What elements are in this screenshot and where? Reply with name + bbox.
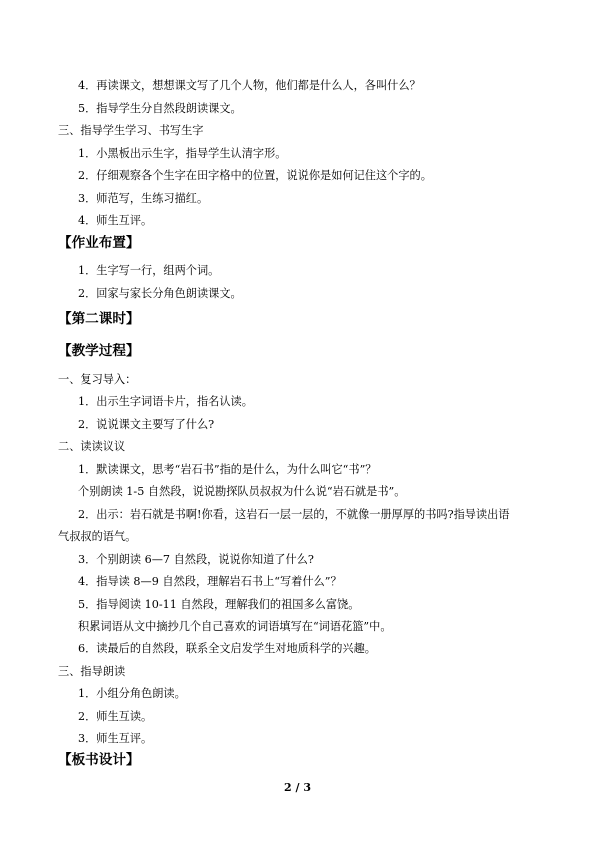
text-line: 1．默读课文，思考“岩石书”指的是什么，为什么叫它“书”？ (78, 463, 377, 476)
heading-teaching-process: 【教学过程】 (58, 343, 140, 359)
text-line: 2．出示：岩石就是书啊!你看，这岩石一层一层的，不就像一册厚厚的书吗?指导读出语 (78, 508, 510, 521)
section-heading: 一、复习导入： (58, 373, 137, 386)
text-line: 4．再读课文，想想课文写了几个人物，他们都是什么人，各叫什么？ (78, 79, 421, 92)
text-line: 6．读最后的自然段，联系全文启发学生对地质科学的兴趣。 (78, 642, 376, 655)
text-line: 1．生字写一行，组两个词。 (78, 264, 220, 277)
text-line: 2．说说课文主要写了什么? (78, 418, 215, 431)
text-line: 3．师范写，生练习描红。 (78, 192, 209, 205)
text-line: 1．出示生字词语卡片，指名认读。 (78, 395, 253, 408)
text-line: 5．指导阅读 10-11 自然段，理解我们的祖国多么富饶。 (78, 598, 360, 611)
text-line: 2．师生互读。 (78, 710, 153, 723)
section-heading: 三、指导朗读 (58, 665, 126, 678)
text-line: 2．回家与家长分角色朗读课文。 (78, 287, 242, 300)
text-line: 3．师生互评。 (78, 732, 153, 745)
text-line: 2．仔细观察各个生字在田字格中的位置，说说你是如何记住这个字的。 (78, 169, 432, 182)
text-line: 个别朗读 1-5 自然段，说说勘探队员叔叔为什么说“岩石就是书”。 (78, 485, 406, 498)
text-line: 1．小黑板出示生字，指导学生认清字形。 (78, 147, 287, 160)
section-heading: 三、指导学生学习、书写生字 (58, 124, 204, 137)
text-line: 1．小组分角色朗读。 (78, 687, 186, 700)
heading-second-lesson: 【第二课时】 (58, 311, 140, 327)
text-line: 3．个别朗读 6—7 自然段，说说你知道了什么? (78, 553, 314, 566)
text-line: 4．指导读 8—9 自然段，理解岩石书上“写着什么”？ (78, 575, 342, 588)
text-line: 积累词语从文中摘抄几个自己喜欢的词语填写在“词语花篮”中。 (78, 620, 392, 633)
heading-board-design: 【板书设计】 (58, 752, 140, 768)
text-line: 气叔叔的语气。 (58, 530, 137, 543)
page-number: 2 / 3 (284, 781, 311, 794)
text-line: 4．师生互评。 (78, 214, 153, 227)
text-line: 5．指导学生分自然段朗读课文。 (78, 102, 242, 115)
heading-homework: 【作业布置】 (58, 235, 140, 251)
section-heading: 二、读读议议 (58, 440, 126, 453)
